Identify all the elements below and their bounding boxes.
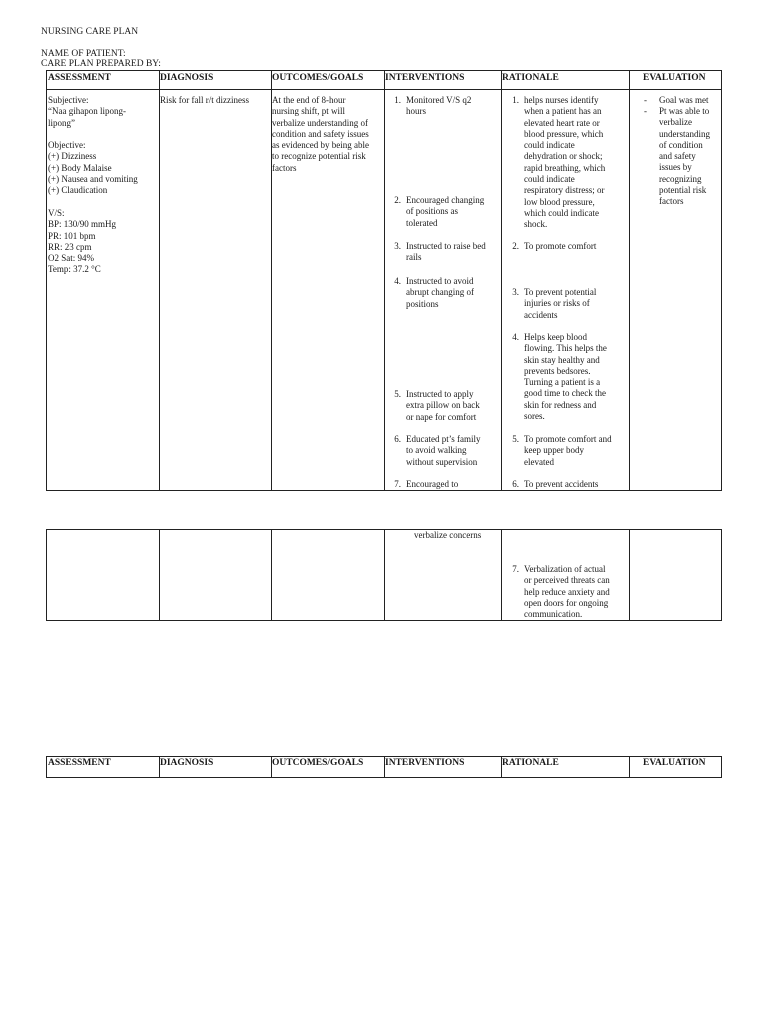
header-evaluation: EVALUATION [643, 758, 706, 768]
intervention-text: Instructed to avoid [406, 276, 474, 286]
outcome-line: factors [272, 162, 297, 173]
outcome-line: verbalize understanding of [272, 117, 368, 128]
intervention-text: Instructed to raise bed [406, 241, 486, 251]
rationale-text: when a patient has an [524, 106, 602, 117]
outcome-line: as evidenced by being able [272, 140, 369, 151]
evaluation-text: factors [659, 196, 684, 207]
evaluation-text: recognizing [659, 173, 702, 184]
subjective-quote-line: “Naa gihapon lipong- [48, 106, 126, 117]
rationale-text: To prevent potential [524, 287, 597, 297]
rationale-text: To prevent accidents [524, 479, 599, 489]
rationale-text: elevated heart rate or [524, 117, 600, 128]
subjective-quote-line: lipong” [48, 117, 75, 128]
rationale-text: open doors for ongoing [524, 597, 609, 608]
intervention-text: tolerated [406, 217, 438, 228]
objective-finding: (+) Claudication [48, 185, 108, 196]
rationale-text: skin for redness and [524, 399, 597, 410]
outcomes-cell [272, 95, 369, 174]
header-interventions: INTERVENTIONS [385, 758, 465, 768]
vital-signs-label: V/S: [48, 207, 65, 218]
intervention-text: rails [406, 252, 422, 263]
rationale-text: prevents bedsores. [524, 365, 591, 376]
objective-finding: (+) Nausea and vomiting [48, 174, 138, 185]
rationale-number: 7. [512, 564, 519, 574]
intervention-number: 4. [394, 276, 401, 286]
document-title: NURSING CARE PLAN [41, 27, 139, 37]
evaluation-text: potential risk [659, 185, 707, 196]
rationale-number: 4. [512, 332, 519, 342]
header-outcomes: OUTCOMES/GOALS [272, 73, 364, 83]
patient-name-label: NAME OF PATIENT: [41, 49, 126, 59]
rationale-text: injuries or risks of [524, 298, 590, 309]
rationale-number: 1. [512, 95, 519, 105]
header-rationale: RATIONALE [502, 758, 559, 768]
rationale-text: rapid breathing, which [524, 162, 606, 173]
vital-sign: RR: 23 cpm [48, 241, 92, 252]
care-plan-table [46, 70, 722, 491]
rationale-text: low blood pressure, [524, 196, 595, 207]
header-diagnosis: DIAGNOSIS [160, 758, 214, 768]
intervention-text: of positions as [406, 206, 459, 217]
intervention-number: 6. [394, 434, 401, 444]
intervention-text: or nape for comfort [406, 411, 477, 422]
vital-sign: Temp: 37.2 °C [48, 264, 101, 275]
evaluation-dash: - [644, 106, 647, 116]
rationale-text: could indicate [524, 174, 575, 185]
header-outcomes: OUTCOMES/GOALS [272, 758, 364, 768]
rationale-text: help reduce anxiety and [524, 586, 610, 597]
header-evaluation: EVALUATION [643, 73, 706, 83]
header-diagnosis: DIAGNOSIS [160, 73, 214, 83]
vital-sign: O2 Sat: 94% [48, 253, 94, 264]
rationale-text: accidents [524, 309, 558, 320]
diagnosis-text: Risk for fall r/t dizziness [160, 95, 249, 105]
intervention-number: 5. [394, 389, 401, 399]
rationale-number: 3. [512, 287, 519, 297]
rationale-text: Turning a patient is a [524, 377, 601, 388]
rationale-text: sores. [524, 411, 545, 422]
rationale-text: could indicate [524, 140, 575, 151]
rationale-text: communication. [524, 609, 583, 620]
care-plan-table-continued [46, 529, 722, 621]
rationale-text: Helps keep blood [524, 332, 587, 342]
rationale-text: good time to check the [524, 388, 606, 399]
rationale-text: skin stay healthy and [524, 354, 600, 365]
intervention-text: Educated pt’s family [406, 434, 481, 444]
assessment-cell [48, 95, 138, 276]
intervention-text: positions [406, 298, 439, 309]
subjective-label: Subjective: [48, 95, 89, 105]
intervention-number: 1. [394, 95, 401, 105]
rationale-text: Verbalization of actual [524, 564, 606, 574]
rationale-text: elevated [524, 456, 554, 467]
outcome-line: nursing shift, pt will [272, 106, 346, 117]
rationale-text: flowing. This helps the [524, 343, 607, 354]
outcome-line: condition and safety issues [272, 128, 369, 139]
header-assessment: ASSESSMENT [48, 73, 111, 83]
evaluation-text: verbalize [659, 117, 692, 128]
rationale-text: helps nurses identify [524, 95, 599, 105]
intervention-text: extra pillow on back [406, 400, 480, 411]
intervention-text: Encouraged changing [406, 195, 485, 205]
vital-sign: PR: 101 bpm [48, 230, 96, 241]
objective-label: Objective: [48, 140, 86, 151]
intervention-text: Encouraged to [406, 479, 459, 489]
evaluation-text: Pt was able to [659, 106, 710, 116]
header-assessment: ASSESSMENT [48, 758, 111, 768]
rationale-text: which could indicate [524, 207, 599, 218]
outcome-line: to recognize potential risk [272, 151, 366, 162]
care-plan-table-empty [46, 756, 722, 778]
intervention-number: 7. [394, 479, 401, 489]
rationale-number: 5. [512, 434, 519, 444]
rationale-text: respiratory distress; or [524, 185, 605, 196]
objective-finding: (+) Dizziness [48, 151, 97, 162]
intervention-text: hours [406, 106, 426, 117]
evaluation-text: Goal was met [659, 95, 709, 105]
evaluation-text: issues by [659, 162, 692, 173]
outcome-line: At the end of 8-hour [272, 95, 346, 105]
prepared-by-label: CARE PLAN PREPARED BY: [41, 59, 161, 69]
rationale-text: shock. [524, 219, 548, 230]
rationale-text: blood pressure, which [524, 128, 604, 139]
evaluation-text: understanding [659, 128, 710, 139]
evaluation-dash: - [644, 95, 647, 105]
objective-finding: (+) Body Malaise [48, 162, 112, 173]
rationale-text: keep upper body [524, 445, 584, 456]
rationale-number: 2. [512, 241, 519, 251]
rationale-text: dehydration or shock; [524, 151, 603, 162]
intervention-text: verbalize concerns [414, 530, 482, 540]
rationale-text: To promote comfort [524, 241, 597, 251]
intervention-continued [414, 530, 481, 541]
diagnosis-cell [160, 95, 249, 106]
vital-sign: BP: 130/90 mmHg [48, 219, 117, 230]
header-rationale: RATIONALE [502, 73, 559, 83]
intervention-text: Instructed to apply [406, 389, 474, 399]
intervention-text: Monitored V/S q2 [406, 95, 472, 105]
evaluation-text: and safety [659, 151, 696, 162]
intervention-text: without supervision [406, 456, 478, 467]
rationale-text: or perceived threats can [524, 575, 610, 586]
evaluation-text: of condition [659, 139, 703, 150]
intervention-number: 2. [394, 195, 401, 205]
rationale-number: 6. [512, 479, 519, 489]
intervention-text: abrupt changing of [406, 287, 474, 298]
rationale-text: To promote comfort and [524, 434, 612, 444]
intervention-text: to avoid walking [406, 445, 467, 456]
intervention-number: 3. [394, 241, 401, 251]
header-interventions: INTERVENTIONS [385, 73, 465, 83]
